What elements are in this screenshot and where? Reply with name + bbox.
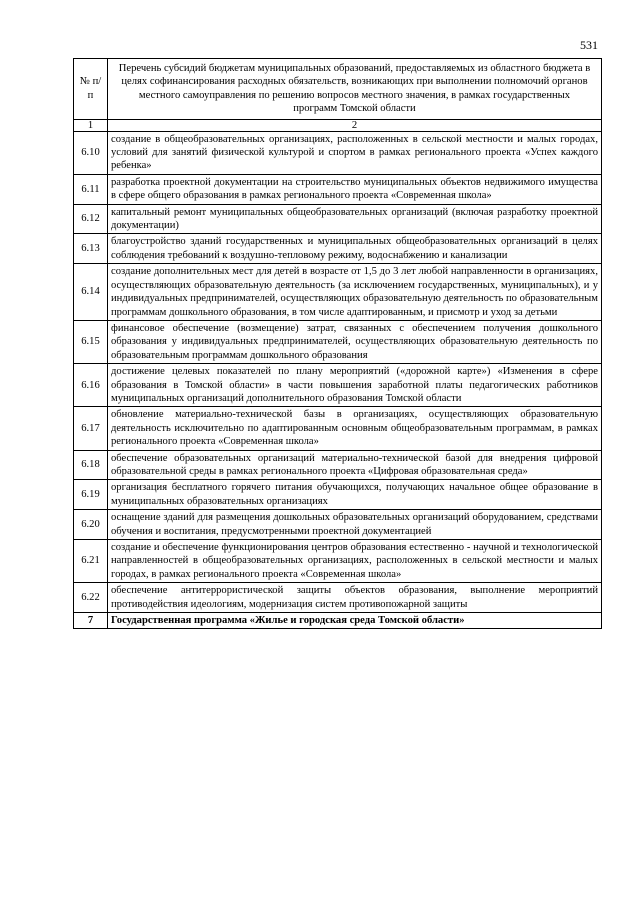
row-text: создание дополнительных мест для детей в возрасте от 1,5 до 3 лет любой направленности в организациях, осуществляющих образовательную деятельность (за исключением государственных, муниципальных), и у индивидуальных предпринимателей, осуществляющих образовательную деятельность по образовательным программам дошкольного образования, в том числе адаптированным, и присмотр и уход за детьми bbox=[108, 264, 602, 321]
column-number-row bbox=[74, 119, 602, 131]
row-number: 6.19 bbox=[74, 480, 108, 510]
column-number-2: 2 bbox=[108, 119, 602, 131]
row-text: создание и обеспечение функционирования центров образования естественно - научной и технологической направленностей в общеобразовательных организациях, расположенных в сельской местности и малых городах, в рамках регионального проекта «Современная школа» bbox=[108, 540, 602, 583]
row-text: обеспечение антитеррористической защиты объектов образования, выполнение мероприятий противодействия идеологиям, модернизация систем противопожарной защиты bbox=[108, 583, 602, 613]
header-title-cell: Перечень субсидий бюджетам муниципальных образований, предоставляемых из областного бюджета в целях софинансирования расходных обязательств, возникающих при выполнении полномочий органов местного самоуправления по решению вопросов местного значения, в рамках государственных программ Томской области bbox=[108, 59, 602, 120]
table-row bbox=[74, 480, 602, 510]
program-row bbox=[74, 613, 602, 629]
page-number: 531 bbox=[580, 38, 598, 52]
row-text: достижение целевых показателей по плану мероприятий («дорожной карте») «Изменения в сфере образования в Томской области» в части повышения заработной платы педагогических работников муниципальных организаций дополнительного образования Томской области bbox=[108, 364, 602, 407]
table-row bbox=[74, 583, 602, 613]
row-number: 6.10 bbox=[74, 131, 108, 174]
subsidies-table bbox=[73, 58, 602, 629]
table-row bbox=[74, 204, 602, 234]
row-number: 6.17 bbox=[74, 407, 108, 450]
row-text: оснащение зданий для размещения дошкольных образовательных организаций оборудованием, средствами обучения и воспитания, предусмотренными проектной документацией bbox=[108, 510, 602, 540]
table-row bbox=[74, 407, 602, 450]
row-number: 6.14 bbox=[74, 264, 108, 321]
table-row bbox=[74, 510, 602, 540]
row-text: организация бесплатного горячего питания обучающихся, получающих начальное общее образование в муниципальных образовательных организациях bbox=[108, 480, 602, 510]
table-row bbox=[74, 234, 602, 264]
row-number: 6.20 bbox=[74, 510, 108, 540]
program-number: 7 bbox=[74, 613, 108, 629]
row-number: 6.22 bbox=[74, 583, 108, 613]
row-number: 6.18 bbox=[74, 450, 108, 480]
row-number: 6.16 bbox=[74, 364, 108, 407]
table-row bbox=[74, 540, 602, 583]
row-number: 6.12 bbox=[74, 204, 108, 234]
table-row bbox=[74, 364, 602, 407]
row-text: обновление материально-технической базы в организациях, осуществляющих образовательную деятельность исключительно по адаптированным основным общеобразовательным программам, в рамках регионального проекта «Современная школа» bbox=[108, 407, 602, 450]
row-number: 6.11 bbox=[74, 174, 108, 204]
column-number-1: 1 bbox=[74, 119, 108, 131]
row-text: обеспечение образовательных организаций материально-технической базой для внедрения цифровой образовательной среды в рамках регионального проекта «Цифровая образовательная среда» bbox=[108, 450, 602, 480]
header-num-cell: № п/п bbox=[74, 59, 108, 120]
row-text: капитальный ремонт муниципальных общеобразовательных организаций (включая разработку проектной документации) bbox=[108, 204, 602, 234]
row-text: благоустройство зданий государственных и муниципальных общеобразовательных организаций в целях соблюдения требований к воздушно-тепловому режиму, водоснабжению и канализации bbox=[108, 234, 602, 264]
row-number: 6.15 bbox=[74, 320, 108, 363]
table-row bbox=[74, 320, 602, 363]
row-text: разработка проектной документации на строительство муниципальных объектов недвижимого имущества в сфере общего образования в рамках регионального проекта «Современная школа» bbox=[108, 174, 602, 204]
table-header-row bbox=[74, 59, 602, 120]
row-text: создание в общеобразовательных организациях, расположенных в сельской местности и малых городах, условий для занятий физической культурой и спортом в рамках регионального проекта «Успех каждого ребенка» bbox=[108, 131, 602, 174]
table-row bbox=[74, 450, 602, 480]
row-number: 6.13 bbox=[74, 234, 108, 264]
table-row bbox=[74, 264, 602, 321]
table-row bbox=[74, 131, 602, 174]
program-title: Государственная программа «Жилье и городская среда Томской области» bbox=[108, 613, 602, 629]
row-text: финансовое обеспечение (возмещение) затрат, связанных с обеспечением получения дошкольного образования у индивидуальных предпринимателей, осуществляющих образовательную деятельность по образовательным программам дошкольного образования bbox=[108, 320, 602, 363]
table-row bbox=[74, 174, 602, 204]
row-number: 6.21 bbox=[74, 540, 108, 583]
